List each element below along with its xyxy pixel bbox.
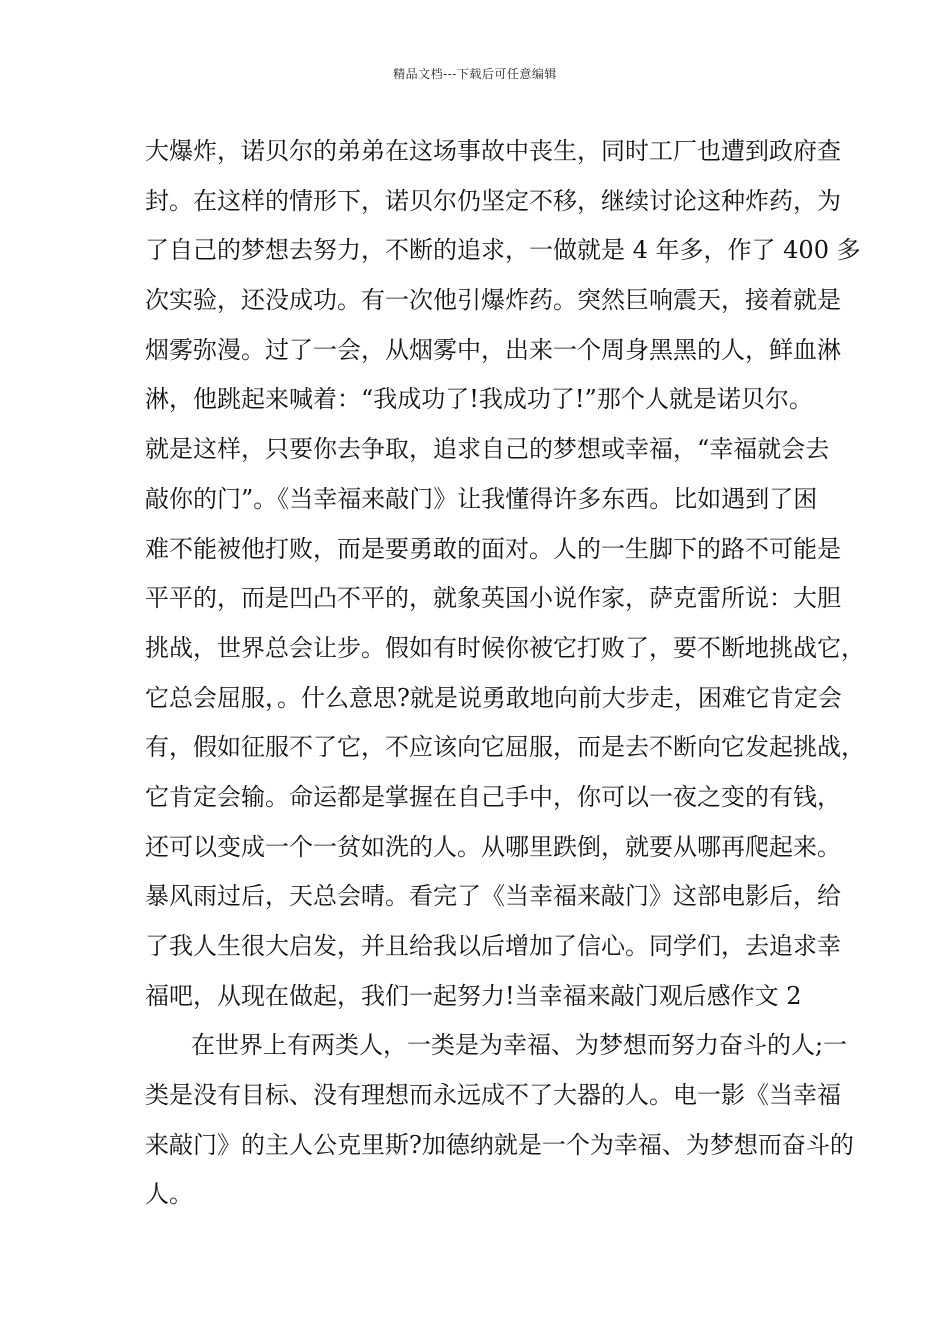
text-line: 烟雾弥漫。过了一会，从烟雾中，出来一个周身黑黑的人，鲜血淋 [145, 335, 841, 364]
text-line: 就是这样，只要你去争取，追求自己的梦想或幸福，“幸福就会去 [145, 435, 830, 464]
page-header: 精品文档---下载后可任意编辑 [393, 67, 557, 81]
text-line: 暴风雨过后，天总会晴。看完了《当幸福来敲门》这部电影后，给 [145, 882, 841, 911]
paragraph-first-line: 在世界上有两类人，一类是为幸福、为梦想而努力奋斗的人;一 [191, 1031, 848, 1060]
text-line: 封。在这样的情形下，诺贝尔仍坚定不移，继续讨论这种炸药，为 [145, 186, 841, 215]
text-line: 难不能被他打败，而是要勇敢的面对。人的一生脚下的路不可能是 [145, 534, 841, 563]
text-line: 了自己的梦想去努力，不断的追求，一做就是 4 年多，作了 400 多 [145, 236, 861, 265]
text-line: 敲你的门”。《当幸福来敲门》让我懂得许多东西。比如遇到了困 [145, 484, 818, 513]
text-line: 挑战，世界总会让步。假如有时候你被它打败了，要不断地挑战它， [145, 633, 865, 662]
text-line: 还可以变成一个一贫如洗的人。从哪里跌倒，就要从哪再爬起来。 [145, 832, 841, 861]
text-line: 福吧，从现在做起，我们一起努力!当幸福来敲门观后感作文 2 [145, 981, 802, 1010]
text-line: 了我人生很大启发，并且给我以后增加了信心。同学们，去追求幸 [145, 932, 841, 960]
text-line: 大爆炸，诺贝尔的弟弟在这场事故中丧生，同时工厂也遭到政府查 [145, 137, 841, 165]
text-line: 有，假如征服不了它，不应该向它屈服，而是去不断向它发起挑战， [145, 733, 865, 762]
text-line: 类是没有目标、没有理想而永远成不了大器的人。电一影《当幸福 [145, 1081, 841, 1110]
text-line: 淋，他跳起来喊着：“我成功了!我成功了!”那个人就是诺贝尔。 [145, 385, 813, 414]
text-line: 它肯定会输。命运都是掌握在自己手中，你可以一夜之变的有钱， [145, 782, 841, 811]
text-line: 人。 [145, 1180, 193, 1209]
text-line: 它总会屈服，。什么意思?就是说勇敢地向前大步走，困难它肯定会 [145, 683, 842, 712]
text-line: 来敲门》的主人公克里斯?加德纳就是一个为幸福、为梦想而奋斗的 [145, 1130, 854, 1159]
text-line: 次实验，还没成功。有一次他引爆炸药。突然巨响震天，接着就是 [145, 286, 841, 315]
document-body [145, 127, 865, 1220]
text-line: 平平的，而是凹凸不平的，就象英国小说作家，萨克雷所说：大胆 [145, 584, 841, 613]
